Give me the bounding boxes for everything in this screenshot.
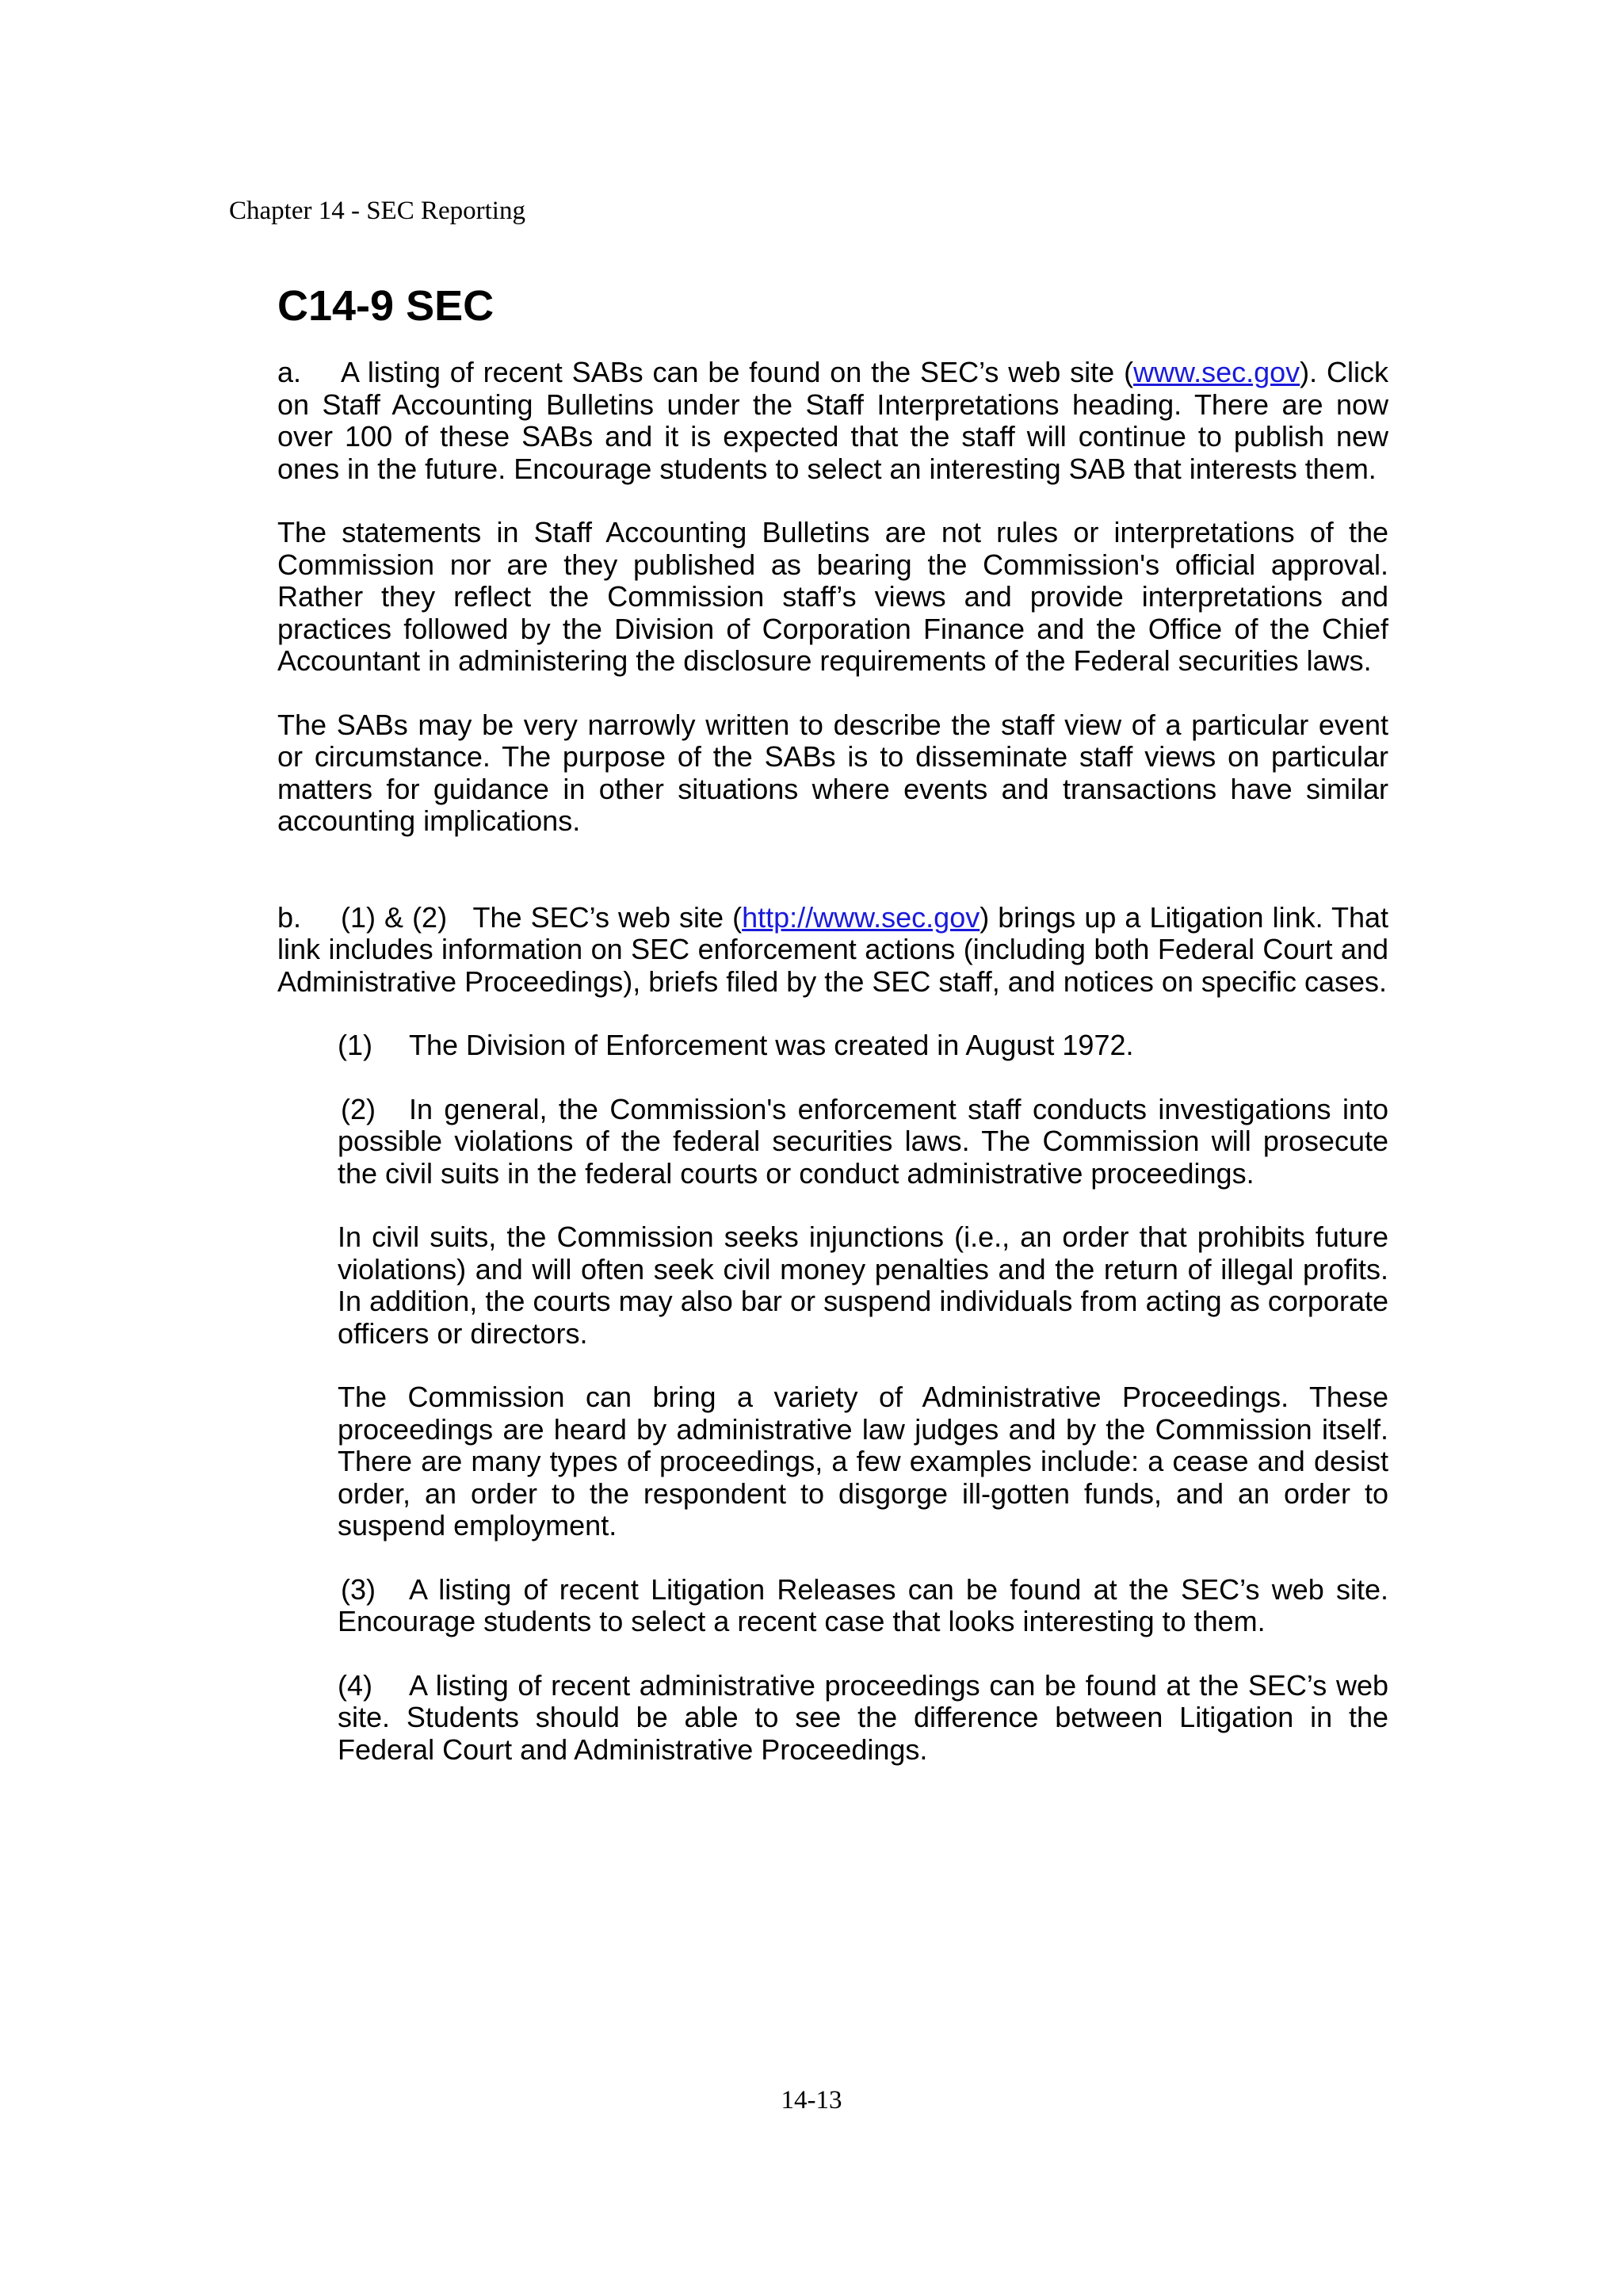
item-label: (3) xyxy=(341,1572,376,1606)
part-b-text-after-link: ) brings up a Litigation link. That link includes information on SEC enforcement actions (including both Federal Court and Administrative Proceedings), briefs filed by the SEC staff, and notices on specific cases. xyxy=(277,900,1389,998)
sec-website-full-link[interactable]: http://www.sec.gov xyxy=(742,900,980,934)
section-title: C14-9 SEC xyxy=(277,282,495,330)
part-a-label: a. xyxy=(277,356,302,388)
page-number: 14-13 xyxy=(781,2086,842,2115)
item-text: A listing of recent administrative proceedings can be found at the SEC’s web site. Students should be able to see the difference between Litigation in the Federal Court and Administrative Proceedings. xyxy=(338,1668,1388,1766)
part-a-paragraph-1 xyxy=(277,357,1388,485)
part-b-item-2-civil-suits: In civil suits, the Commission seeks injunctions (i.e., an order that prohibits future violations) and will often seek civil money penalties and the return of illegal profits. In addition, the courts may also bar or suspend individuals from acting as corporate officers or directors. xyxy=(338,1221,1388,1350)
item-label: (2) xyxy=(341,1092,376,1125)
part-b-item-3 xyxy=(338,1574,1388,1638)
body-text xyxy=(277,282,1389,1766)
item-text: In general, the Commission's enforcement staff conducts investigations into possible violations of the federal securities laws. The Commission will prosecute the civil suits in the federal courts or conduct administrative proceedings. xyxy=(338,1092,1388,1190)
running-header: Chapter 14 - SEC Reporting xyxy=(229,197,525,225)
part-b-text-before-link: The SEC’s web site ( xyxy=(472,900,743,934)
part-a-text-before-link: A listing of recent SABs can be found on the SEC’s web site ( xyxy=(341,356,1134,388)
item-text: A listing of recent Litigation Releases can be found at the SEC’s web site. Encourage students to select a recent case that looks interesting to them. xyxy=(338,1572,1388,1637)
item-text: The Division of Enforcement was created in August 1972. xyxy=(409,1029,1134,1061)
part-a-text-after-link: ). Click on Staff Accounting Bulletins under the Staff Interpretations heading. There are now over 100 of these SABs and it is expected that the staff will continue to publish new ones in the future. Encourage students to select an interesting SAB that interests them. xyxy=(277,356,1388,485)
item-label: (1) xyxy=(338,1029,372,1061)
sec-website-link[interactable]: www.sec.gov xyxy=(1133,356,1300,388)
part-a-paragraph-3: The SABs may be very narrowly written to describe the staff view of a particular event or circumstance. The purpose of the SABs is to disseminate staff views on particular matters for guidance in other situations where events and transactions have similar accounting implications. xyxy=(277,708,1388,837)
part-b-item-4 xyxy=(338,1670,1388,1767)
part-b-label: b. xyxy=(277,900,302,934)
part-b-item-1 xyxy=(338,1030,1388,1062)
part-b-item-2-administrative: The Commission can bring a variety of Administrative Proceedings. These proceedings are heard by administrative law judges and by the Commission itself. There are many types of proceedings, a few examples include: a cease and desist order, an order to the respondent to disgorge ill-gotten funds, and an order to suspend employment. xyxy=(338,1381,1388,1541)
part-b-intro-paragraph xyxy=(277,902,1388,999)
part-b-item-2 xyxy=(338,1094,1388,1190)
part-a-paragraph-2: The statements in Staff Accounting Bulletins are not rules or interpretations of the Commission nor are they published as bearing the Commission's official approval. Rather they reflect the Commission staff’s views and provide interpretations and practices followed by the Division of Corporation Finance and the Office of the Chief Accountant in administering the disclosure requirements of the Federal securities laws. xyxy=(277,516,1388,677)
part-b-sublabel: (1) & (2) xyxy=(341,900,448,934)
item-label: (4) xyxy=(338,1668,372,1702)
